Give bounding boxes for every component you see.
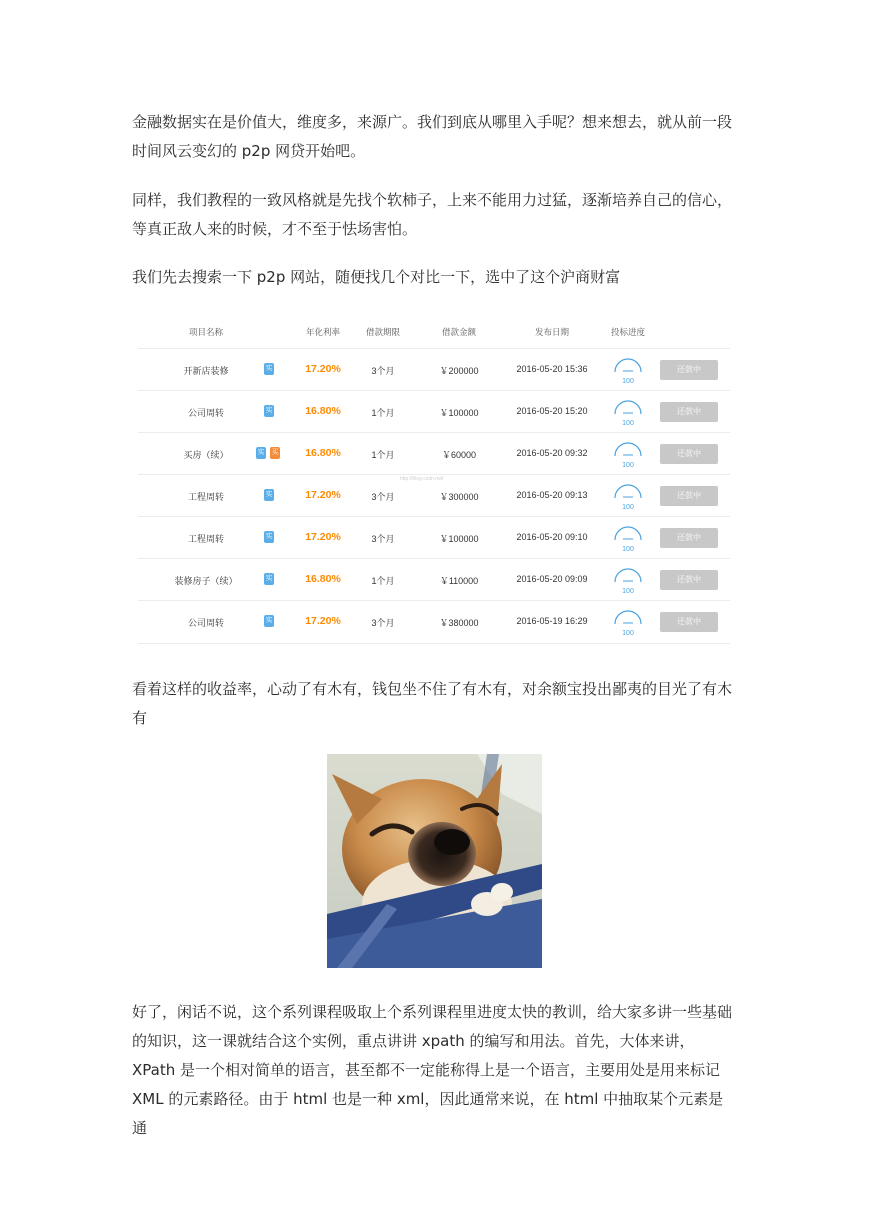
loan-term: 3个月 — [371, 366, 395, 376]
publish-date: 2016-05-20 15:20 — [516, 406, 588, 416]
progress-value: 100 — [622, 420, 634, 427]
header-progress: 投标进度 — [610, 327, 645, 337]
xpath-intro-paragraph: 好了，闲话不说，这个系列课程吸取上个系列课程里进度太快的教训，给大家多讲一些基础的知识，这一课就结合这个实例，重点讲讲 xpath 的编写和用法。首先，大体来讲，XPath 是一个相对简单的语言，甚至都不一定能称得上是一个语言，主要用处是用来标记 XML 的元素路径。由于 html 也是一种 xml，因此通常来说，在 html 中抽取某个元素是通 — [132, 1003, 733, 1137]
publish-date: 2016-05-20 09:13 — [516, 490, 588, 500]
verified-badge-icon: 实 — [256, 447, 266, 459]
repaying-button[interactable]: 还款中 — [660, 444, 718, 464]
table-row — [138, 600, 730, 644]
loan-amount: ￥100000 — [439, 408, 479, 418]
progress-value: 100 — [622, 462, 634, 469]
progress-gauge-icon — [612, 607, 644, 637]
project-name: 装修房子（续） — [174, 576, 238, 586]
repaying-button[interactable]: 还款中 — [660, 528, 718, 548]
progress-value: 100 — [622, 378, 634, 385]
style-paragraph: 同样，我们教程的一致风格就是先找个软柿子，上来不能用力过猛，逐渐培养自己的信心，等真正敌人来的时候，才不至于怯场害怕。 — [132, 191, 733, 238]
loan-term: 1个月 — [371, 408, 395, 418]
annual-rate: 16.80% — [305, 405, 341, 417]
verified-badge-icon: 实 — [264, 405, 274, 417]
header-rate: 年化利率 — [305, 327, 340, 337]
loan-amount: ￥380000 — [439, 618, 479, 628]
loan-term: 3个月 — [371, 534, 395, 544]
purchase-badge-icon: 买 — [270, 447, 280, 459]
loan-amount: ￥200000 — [439, 366, 479, 376]
annual-rate: 17.20% — [305, 489, 341, 501]
publish-date: 2016-05-20 09:32 — [516, 448, 588, 458]
watermark: http://blog.csdn.net/ — [400, 476, 444, 482]
loan-amount: ￥300000 — [439, 492, 479, 502]
loan-amount: ￥100000 — [439, 534, 479, 544]
annual-rate: 17.20% — [305, 531, 341, 543]
repaying-button[interactable]: 还款中 — [660, 570, 718, 590]
repaying-button[interactable]: 还款中 — [660, 612, 718, 632]
verified-badge-icon: 实 — [264, 531, 274, 543]
reaction-paragraph: 看着这样的收益率，心动了有木有，钱包坐不住了有木有，对余额宝投出鄙夷的目光了有木有 — [132, 680, 733, 727]
header-name: 项目名称 — [188, 327, 223, 337]
project-name: 买房（续） — [183, 450, 229, 460]
progress-gauge-icon — [612, 355, 644, 385]
progress-value: 100 — [622, 546, 634, 553]
table-row — [138, 432, 730, 475]
verified-badge-icon: 实 — [264, 615, 274, 627]
table-row — [138, 516, 730, 559]
header-date: 发布日期 — [534, 327, 569, 337]
intro-paragraph: 金融数据实在是价值大，维度多，来源广。我们到底从哪里入手呢？想来想去，就从前一段时间风云变幻的 p2p 网贷开始吧。 — [132, 113, 733, 160]
loan-term: 3个月 — [371, 618, 395, 628]
progress-gauge-icon — [612, 481, 644, 511]
shiba-meme-image — [327, 754, 542, 968]
publish-date: 2016-05-19 16:29 — [516, 616, 588, 626]
project-name: 公司周转 — [187, 618, 224, 628]
progress-gauge-icon — [612, 523, 644, 553]
progress-value: 100 — [622, 630, 634, 637]
verified-badge-icon: 实 — [264, 489, 274, 501]
publish-date: 2016-05-20 09:10 — [516, 532, 588, 542]
project-name: 开新店装修 — [183, 366, 229, 376]
progress-gauge-icon — [612, 397, 644, 427]
table-header — [138, 314, 730, 348]
search-paragraph: 我们先去搜索一下 p2p 网站，随便找几个对比一下，选中了这个沪商财富 — [132, 268, 621, 286]
publish-date: 2016-05-20 15:36 — [516, 364, 588, 374]
project-name: 工程周转 — [187, 534, 224, 544]
table-row — [138, 558, 730, 601]
loan-amount: ￥110000 — [439, 576, 479, 586]
repaying-button[interactable]: 还款中 — [660, 402, 718, 422]
table-row — [138, 390, 730, 433]
verified-badge-icon: 实 — [264, 363, 274, 375]
loan-term: 1个月 — [371, 450, 395, 460]
loan-amount: ￥60000 — [441, 450, 477, 460]
loan-term: 3个月 — [371, 492, 395, 502]
header-term: 借款期限 — [365, 327, 400, 337]
annual-rate: 17.20% — [305, 363, 341, 375]
annual-rate: 16.80% — [305, 573, 341, 585]
progress-value: 100 — [622, 504, 634, 511]
loan-term: 1个月 — [371, 576, 395, 586]
loan-table — [138, 314, 730, 644]
verified-badge-icon: 实 — [264, 573, 274, 585]
publish-date: 2016-05-20 09:09 — [516, 574, 588, 584]
repaying-button[interactable]: 还款中 — [660, 360, 718, 380]
project-name: 公司周转 — [187, 408, 224, 418]
annual-rate: 16.80% — [305, 447, 341, 459]
header-amount: 借款金额 — [441, 327, 476, 337]
table-row — [138, 348, 730, 391]
progress-gauge-icon — [612, 565, 644, 595]
progress-gauge-icon — [612, 439, 644, 469]
annual-rate: 17.20% — [305, 615, 341, 627]
progress-value: 100 — [622, 588, 634, 595]
repaying-button[interactable]: 还款中 — [660, 486, 718, 506]
project-name: 工程周转 — [187, 492, 224, 502]
